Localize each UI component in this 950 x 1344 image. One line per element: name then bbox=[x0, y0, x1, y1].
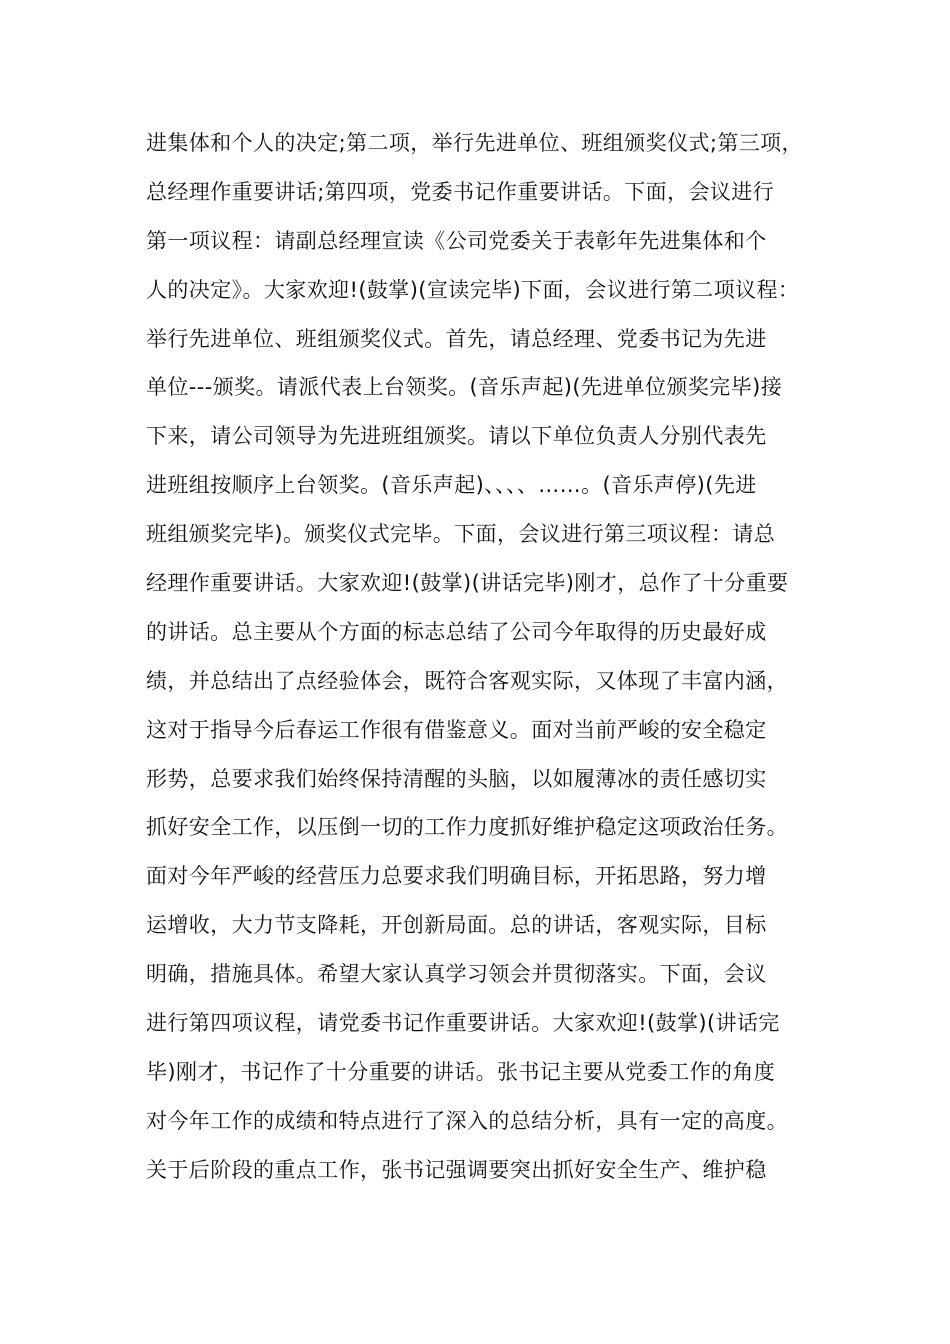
text-line: 下来，请公司领导为先进班组颁奖。请以下单位负责人分别代表先 bbox=[146, 424, 767, 449]
text-line: 形势，总要求我们始终保持清醒的头脑，以如履薄冰的责任感切实 bbox=[146, 766, 767, 791]
text-line: 明确，措施具体。希望大家认真学习领会并贯彻落实。下面，会议 bbox=[146, 962, 767, 987]
text-line: 举行先进单位、班组颁奖仪式。首先，请总经理、党委书记为先进 bbox=[146, 326, 767, 351]
text-line: 这对于指导今后春运工作很有借鉴意义。面对当前严峻的安全稳定 bbox=[146, 717, 767, 742]
text-line: 进班组按顺序上台领奖。(音乐声起)、、、、……。(音乐声停)(先进 bbox=[146, 473, 757, 498]
text-line: 经理作重要讲话。大家欢迎!(鼓掌)(讲话完毕)刚才，总作了十分重要 bbox=[146, 571, 789, 596]
text-line: 毕)刚才，书记作了十分重要的讲话。张书记主要从党委工作的角度 bbox=[146, 1059, 776, 1084]
text-line: 进行第四项议程，请党委书记作重要讲话。大家欢迎!(鼓掌)(讲话完 bbox=[146, 1011, 780, 1036]
text-line: 总经理作重要讲话;第四项，党委书记作重要讲话。下面，会议进行 bbox=[146, 179, 775, 204]
text-line: 运增收，大力节支降耗，开创新局面。总的讲话，客观实际，目标 bbox=[146, 913, 767, 938]
text-line: 关于后阶段的重点工作，张书记强调要突出抓好安全生产、维护稳 bbox=[146, 1157, 767, 1182]
text-line: 绩，并总结出了点经验体会，既符合客观实际，又体现了丰富内涵， bbox=[146, 668, 788, 693]
text-line: 的讲话。总主要从个方面的标志总结了公司今年取得的历史最好成 bbox=[146, 619, 767, 644]
text-line: 班组颁奖完毕)。颁奖仪式完毕。下面，会议进行第三项议程：请总 bbox=[146, 522, 776, 547]
text-line: 面对今年严峻的经营压力总要求我们明确目标，开拓思路，努力增 bbox=[146, 864, 767, 889]
text-line: 人的决定》。大家欢迎!(鼓掌)(宣读完毕)下面，会议进行第二项议程： bbox=[146, 277, 800, 302]
text-line: 对今年工作的成绩和特点进行了深入的总结分析，具有一定的高度。 bbox=[146, 1108, 788, 1133]
text-line: 进集体和个人的决定;第二项，举行先进单位、班组颁奖仪式;第三项， bbox=[146, 131, 803, 155]
body-text bbox=[146, 130, 836, 1206]
text-line: 单位---颁奖。请派代表上台领奖。(音乐声起)(先进单位颁奖完毕)接 bbox=[146, 375, 783, 400]
text-line: 抓好安全工作，以压倒一切的工作力度抓好维护稳定这项政治任务。 bbox=[146, 815, 788, 840]
text-line: 第一项议程：请副总经理宣读《公司党委关于表彰年先进集体和个 bbox=[146, 228, 767, 253]
